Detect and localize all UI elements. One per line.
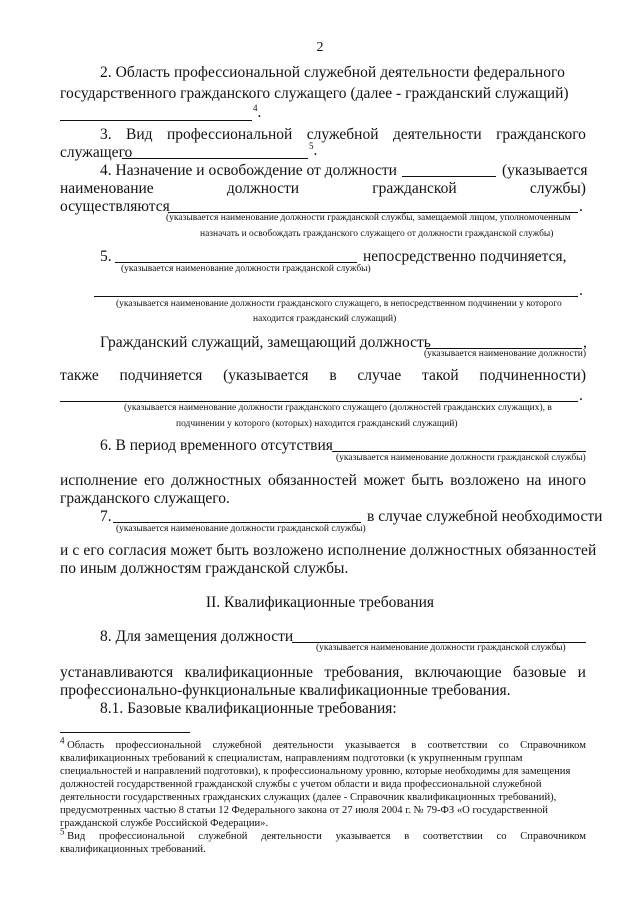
item4-line1-start: 4. Назначение и освобождение от должности <box>100 162 397 179</box>
section-heading: II. Квалификационные требования <box>205 594 435 611</box>
item5-caption-line1: (указывается наименование должности гражданского служащего, в непосредственном подчинении у которого <box>116 299 562 309</box>
item8-line3: профессионально-функциональные квалификационные требования. <box>60 682 511 699</box>
substituting-caption-line2: подчинении у которого (которых) находится гражданский служащий) <box>176 419 458 429</box>
item6-start: 6. В период временного отсутствия <box>100 437 333 454</box>
item7-tail: в случае служебной необходимости <box>367 508 603 525</box>
substituting-line2: также подчиняется (указывается в случае такой подчиненности) <box>60 367 586 384</box>
footnote-5-line1: $^5$ Вид профессиональной служебной деятельности указывается в соответствии со Справочником <box>60 826 586 842</box>
item4-caption-line1: (указывается наименование должности гражданской службы, замещаемой лицом, уполномоченным <box>166 213 571 223</box>
item8-start: 8. Для замещения должности <box>100 628 294 645</box>
item4-line3-end: . <box>579 198 583 215</box>
page-number: 2 <box>316 40 324 55</box>
item2-line1: 2. Область профессиональной служебной деятельности федерального <box>100 64 565 81</box>
item2-blank-line <box>60 120 252 121</box>
item7-caption: (указывается наименование должности гражданской службы) <box>116 524 366 534</box>
item2-line2: государственного гражданского служащего (далее - гражданский служащий) <box>60 85 569 102</box>
substituting-caption: (указывается наименование должности) <box>424 349 586 359</box>
item7-line3: по иным должностям гражданской службы. <box>60 560 349 577</box>
item8-line2: устанавливаются квалификационные требования, включающие базовые и <box>60 664 586 681</box>
item7-number: 7. <box>100 508 112 525</box>
item6-line3: гражданского служащего. <box>60 490 230 507</box>
item6-caption: (указывается наименование должности гражданской службы) <box>336 453 586 463</box>
item5-caption-line2: находится гражданский служащий) <box>253 314 397 324</box>
item6-line2: исполнение его должностных обязанностей может быть возложено на иного <box>60 472 586 489</box>
footnote-4-line5: деятельности государственных гражданских служащих (далее - Справочник квалификационных требований), <box>60 792 557 803</box>
substituting-line3-end: . <box>579 387 583 404</box>
footnote-separator <box>60 732 190 733</box>
item4-line1-paren: (указывается <box>502 162 588 179</box>
item4-line3-label: осуществляются <box>60 198 170 215</box>
footnote-5-line2: квалификационных требований. <box>60 844 206 855</box>
item2-footnote-ref: $^4$. <box>253 102 262 121</box>
item5-tail: непосредственно подчиняется, <box>363 248 567 265</box>
item5-blank-line-1 <box>115 262 357 263</box>
item4-blank-line-1 <box>402 176 496 177</box>
item7-blank-line <box>113 522 361 523</box>
substituting-blank-line-2 <box>60 401 578 402</box>
footnote-4-line1: $^4$ Область профессиональной служебной деятельности указывается в соответствии со Справочником <box>60 735 586 751</box>
footnote-4-line6: предусмотренных частью 8 статьи 12 Федерального закона от 27 июля 2004 г. № 79-ФЗ «О государственной <box>60 805 548 816</box>
item4-line2: наименование должности гражданской службы) <box>60 180 586 197</box>
item3-line2-label: служащего <box>60 144 133 161</box>
item5-number: 5. <box>100 248 112 265</box>
footnote-4-line3: специальностей и направлений подготовки), к профессиональному уровню, которые необходимы для замещения <box>60 766 571 777</box>
item3-blank-line <box>122 158 308 159</box>
item3-line1: 3. Вид профессиональной служебной деятельности гражданского <box>100 126 586 143</box>
item6-blank-line <box>332 451 586 452</box>
substituting-start: Гражданский служащий, замещающий должность <box>100 334 431 351</box>
item8-caption: (указывается наименование должности гражданской службы) <box>316 643 566 653</box>
item8-1-heading: 8.1. Базовые квалификационные требования: <box>100 700 397 717</box>
substituting-end: , <box>583 334 587 351</box>
item5-line2-end: . <box>579 282 583 299</box>
substituting-caption-line1: (указывается наименование должности гражданского служащего (должностей гражданских служащих), в <box>124 403 552 413</box>
footnote-4-line7: гражданской службе Российской Федерации». <box>60 818 269 829</box>
item7-line2: и с его согласия может быть возложено исполнение должностных обязанностей <box>60 542 597 559</box>
footnote-4-line2: квалификационных требований к специалистам, направлениям подготовки (к укрупненным группам <box>60 753 523 764</box>
item5-caption-a: (указывается наименование должности гражданской службы) <box>121 264 371 274</box>
item3-footnote-ref: $^5$. <box>309 140 318 159</box>
item5-blank-line-2 <box>94 296 578 297</box>
item4-caption-line2: назначать и освобождать гражданского служащего от должности гражданской службы) <box>200 229 554 239</box>
footnote-4-line4: должностей государственной гражданской службы с учетом области и вида профессиональной служебной <box>60 779 542 790</box>
